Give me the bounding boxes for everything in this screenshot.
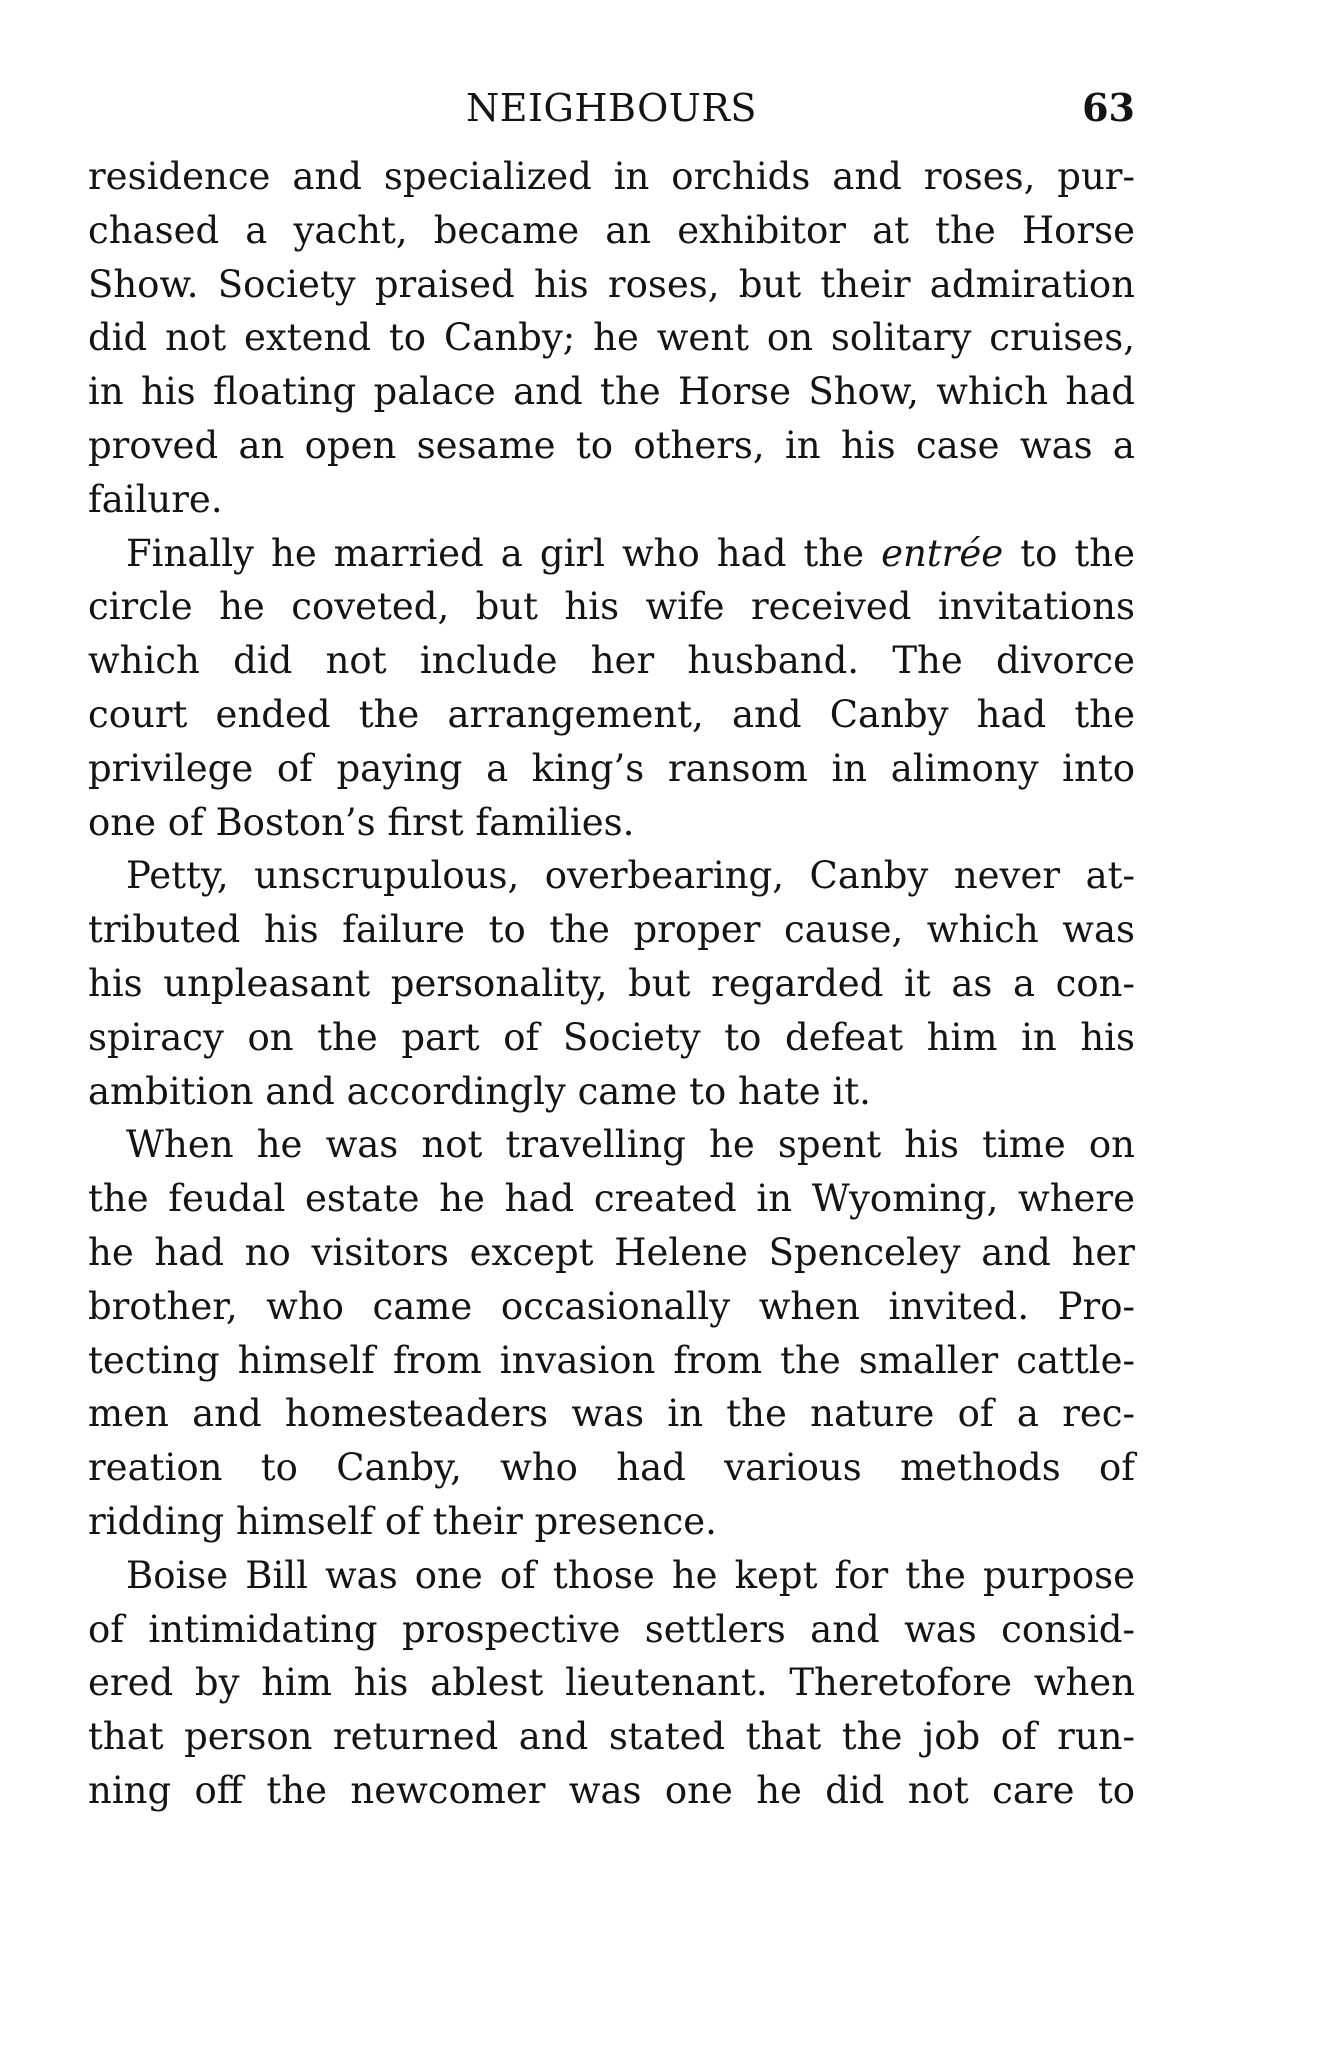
text-line: ridding himself of their presence.	[88, 1499, 717, 1543]
text-line: tecting himself from invasion from the smaller cattle-	[88, 1338, 1135, 1382]
text-line: ered by him his ablest lieutenant. Theretofore when	[88, 1661, 1135, 1705]
text-line: residence and specialized in orchids and roses, pur-	[88, 155, 1135, 198]
text-line: did not extend to Canby; he went on solitary cruises,	[88, 316, 1135, 360]
paragraph	[88, 849, 1135, 1118]
text-line: his unpleasant personality, but regarded it as a con-	[88, 961, 1135, 1005]
page-number: 63	[1082, 85, 1135, 130]
text-line: he had no visitors except Helene Spenceley and her	[88, 1230, 1135, 1274]
text-line: the feudal estate he had created in Wyoming, where	[88, 1177, 1135, 1221]
text-line: Show. Society praised his roses, but their admiration	[88, 262, 1135, 306]
paragraph	[88, 1118, 1135, 1548]
text-line: brother, who came occasionally when invited. Pro-	[88, 1284, 1135, 1328]
text-line: privilege of paying a king’s ransom in alimony into	[88, 746, 1135, 790]
text-line: of intimidating prospective settlers and was consid-	[88, 1607, 1135, 1651]
paragraph	[88, 1549, 1135, 1818]
running-head	[88, 78, 1135, 138]
paragraph	[88, 527, 1135, 850]
text-line: proved an open sesame to others, in his case was a	[88, 423, 1135, 467]
text-line: Petty, unscrupulous, overbearing, Canby never at-	[126, 854, 1135, 898]
text-line: circle he coveted, but his wife received invitations	[88, 585, 1135, 629]
text-line: tributed his failure to the proper cause, which was	[88, 908, 1135, 952]
running-title: NEIGHBOURS	[466, 86, 757, 130]
text-line: Boise Bill was one of those he kept for the purpose	[126, 1553, 1135, 1597]
paragraph	[88, 150, 1135, 527]
text-line: failure.	[88, 477, 223, 521]
text-line: reation to Canby, who had various methods of	[88, 1446, 1135, 1490]
text-line: spiracy on the part of Society to defeat him in his	[88, 1015, 1135, 1059]
text-line: Finally he married a girl who had the entrée to the	[126, 531, 1135, 575]
text-line: When he was not travelling he spent his time on	[126, 1123, 1135, 1167]
text-line: which did not include her husband. The divorce	[88, 639, 1135, 683]
text-line: ambition and accordingly came to hate it.	[88, 1069, 871, 1113]
text-line: one of Boston’s first families.	[88, 800, 635, 844]
text-line: ning off the newcomer was one he did not care to	[88, 1768, 1135, 1812]
text-line: court ended the arrangement, and Canby had the	[88, 692, 1135, 736]
body-text	[88, 150, 1135, 1818]
text-line: men and homesteaders was in the nature of a rec-	[88, 1392, 1135, 1436]
text-line: chased a yacht, became an exhibitor at the Horse	[88, 208, 1135, 252]
text-line: in his floating palace and the Horse Show, which had	[88, 370, 1135, 414]
text-line: that person returned and stated that the job of run-	[88, 1715, 1135, 1759]
